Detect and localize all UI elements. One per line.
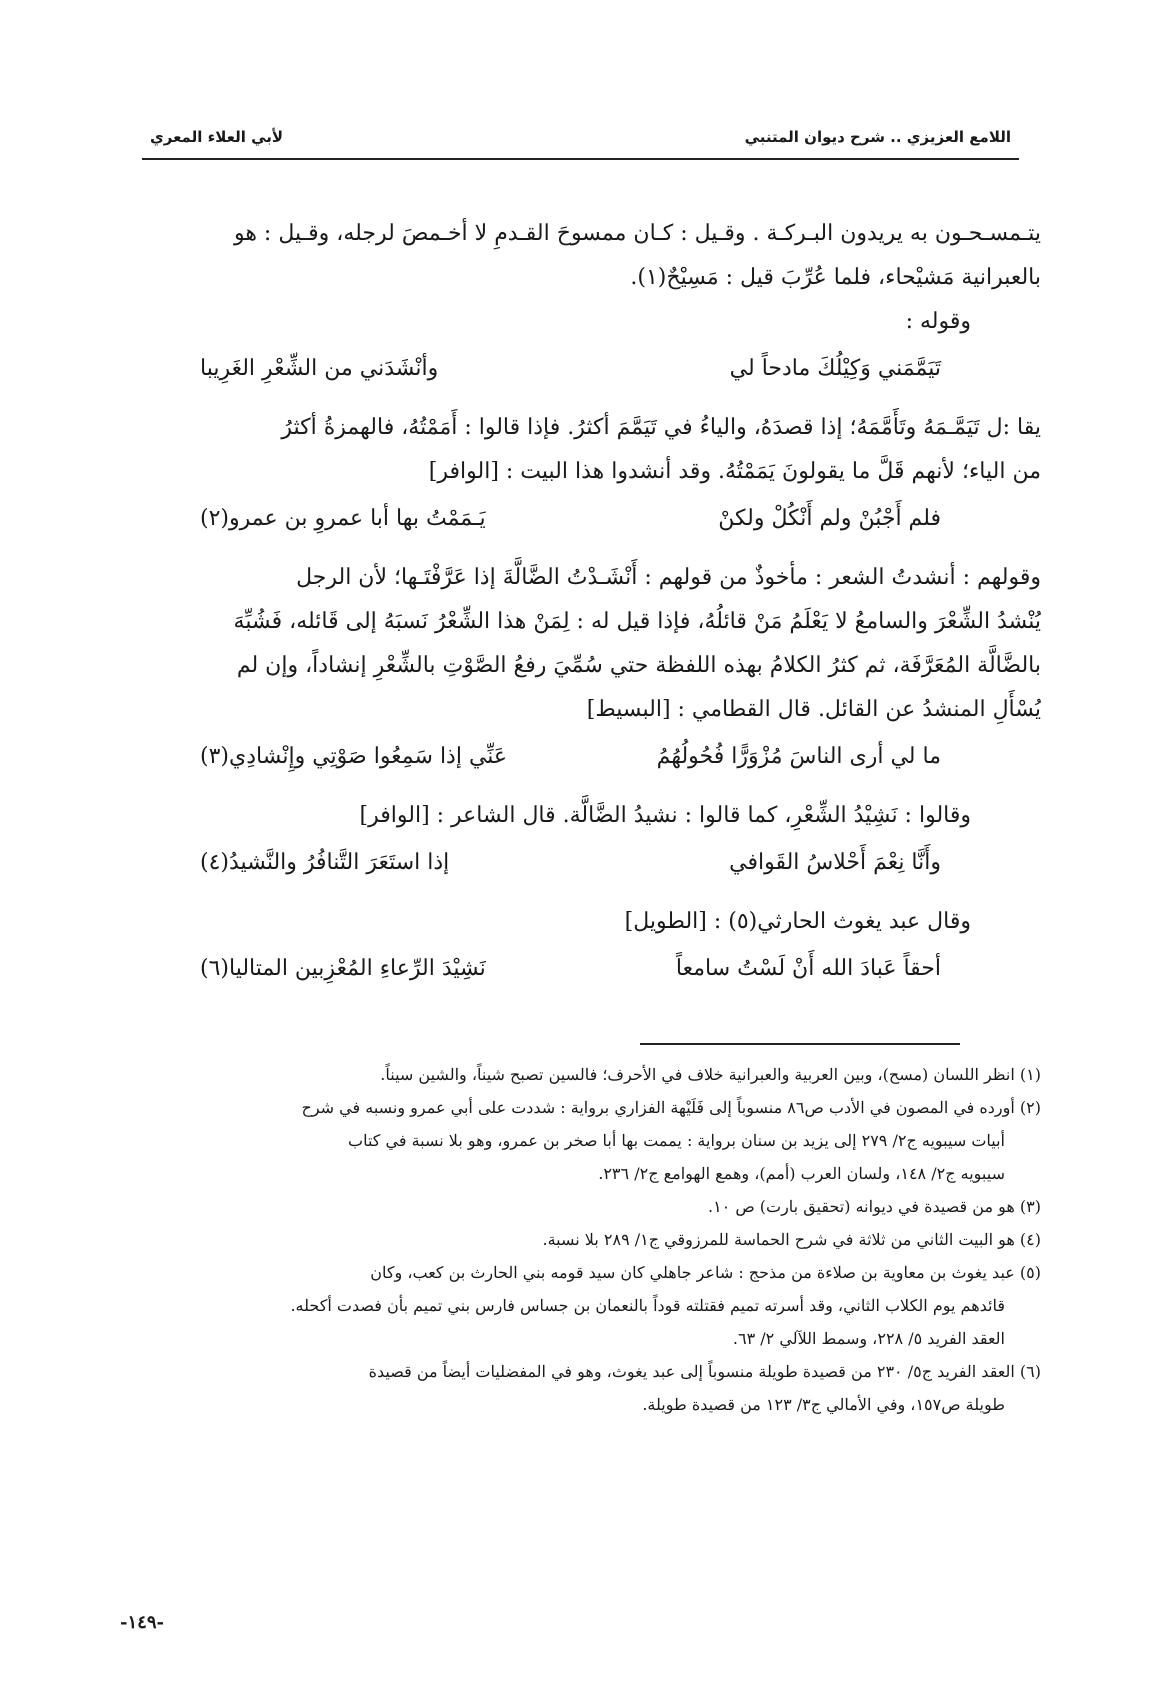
verse-second-hemistich: وأنْشَدَني من الشِّعْرِ الغَرِيبا [200,356,439,381]
footnote-2: (٢) أورده في المصون في الأدب ص٨٦ منسوباً إلى فَلَيْهة الفزاري برواية : شددت على أبي عمرو ونسبه في شرح [301,1098,1041,1117]
text-line: وقولهم : أنشدتُ الشعر : مأخوذٌ من قولهم : أَنْشَـدْتُ الضَّالَّةَ إذا عَرَّفْتَـها؛ لأن الرجل [296,565,1041,590]
book-title: اللامع العزيزي .. شرح ديوان المتنبي [744,128,1011,146]
poem-verse [140,494,1041,556]
footnote-6: (٦) العقد الفريد ج٥/ ٢٣٠ من قصيدة طويلة منسوباً إلى عبد يغوث، وهو في المفضليات أيضاً من قصيدة [368,1362,1041,1381]
text-line: بالعبرانية مَشيْحاء، فلما عُرِّبَ قيل : مَسِيْحٌ(١). [630,265,1041,290]
verse-first-hemistich: ما لي أرى الناسَ مُزْوَرًّا فُحُولُهُمُ [656,744,941,769]
poem-verse [140,344,1041,406]
text-line: يقا :ل تَيَمَّـمَهُ وتَأَمَّمَهُ؛ إذا قصدَهُ، والياءُ في تَيَمَّمَ أكثرُ. فإذا قالوا : أَمَمْتُهُ، فالهمزةُ أكثرُ [281,415,1041,440]
footnotes [140,1058,1041,1421]
verse-second-hemistich: نَشِيْدَ الرِّعاءِ المُعْزِبين المتاليا(٦) [200,956,486,981]
text-line: من الياء؛ لأنهم قَلَّ ما يقولونَ يَمَمْتُهُ. وقد أنشدوا هذا البيت : [الوافر] [428,459,1041,484]
verse-second-hemistich: إذا استَعَرَ التَّنافُرُ والنَّشيدُ(٤) [200,850,450,875]
verse-first-hemistich: فلم أَجْبُنْ ولم أَنْكُلْ ولكنْ [718,506,941,531]
verse-first-hemistich: وأَنَّا نِعْمَ أَحْلاسُ القَوافي [729,850,941,875]
text-line: يُسْأَلِ المنشدُ عن القائل. قال القطامي : [البسيط] [586,697,1041,722]
text-line: وقالوا : نَشِيْدُ الشِّعْرِ، كما قالوا : نشيدُ الضَّالَّة. قال الشاعر : [الوافر] [359,803,971,828]
footnote-6-continued: طويلة ص١٥٧، وفي الأمالي ج٣/ ١٢٣ من قصيدة طويلة. [642,1395,1005,1414]
text-line: يتـمسـحـون به يريدون البـركـة . وقـيل : كـان ممسوحَ القـدمِ لا أخـمصَ لرجله، وقـيل : هو [233,221,1041,246]
main-text [140,212,1041,1006]
footnote-5-continued: قائدهم يوم الكلاب الثاني، وقد أسرته تميم فقتلته قوداً بالنعمان بن جساس فارس بني تميم بأن فصدت أكحله. [290,1296,1005,1315]
footnote-2-continued: أبيات سيبويه ج٢/ ٢٧٩ إلى يزيد بن سنان برواية : يممت بها أبا صخر بن عمرو، وهو بلا نسبة في كتاب [348,1131,1005,1150]
text-line: وقال عبد يغوث الحارثي(٥) : [الطويل] [624,909,971,934]
header-divider [142,158,1019,160]
text-line: وقوله : [905,309,971,334]
verse-first-hemistich: تَيَمَّمَني وَكِيْلُكَ مادحاً لي [729,356,941,381]
poem-verse [140,944,1041,1006]
footnote-4: (٤) هو البيت الثاني من ثلاثة في شرح الحماسة للمرزوقي ج١/ ٢٨٩ بلا نسبة. [542,1230,1041,1249]
verse-second-hemistich: عَنِّي إذا سَمِعُوا صَوْتِي وإِنْشادِي(٣) [200,744,508,769]
footnote-5-continued: العقد الفريد ٥/ ٢٢٨، وسمط اللآلي ٢/ ٦٣. [732,1329,1005,1348]
page-number: -١٤٩- [120,1612,164,1633]
verse-first-hemistich: أحقاً عَبادَ الله أَنْ لَسْتُ سامعاً [675,956,941,981]
verse-second-hemistich: يَـمَمْتُ بها أبا عمروِ بن عمرو(٢) [200,506,486,531]
footnote-2-continued: سيبويه ج٢/ ١٤٨، ولسان العرب (أمم)، وهمع الهوامع ج٢/ ٢٣٦. [598,1164,1005,1183]
footnote-1: (١) انظر اللسان (مسح)، وبين العربية والعبرانية خلاف في الأحرف؛ فالسين تصبح شيناً، والشين سيناً. [380,1065,1041,1084]
poem-verse [140,838,1041,900]
footnote-5: (٥) عبد يغوث بن معاوية بن صلاءة من مذحج : شاعر جاهلي كان سيد قومه بني الحارث بن كعب، وكان [370,1263,1041,1282]
footnote-divider [640,1043,960,1045]
running-header [150,118,1011,158]
poem-verse [140,732,1041,794]
text-line: يُنْشدُ الشِّعْرَ والسامعُ لا يَعْلَمُ مَنْ قائلُهُ، فإذا قيل له : لِمَنْ هذا الشِّعْرُ نَسبَهُ إلى قَائله، فَشُبِّهَ [233,609,1041,634]
author-name: لأبي العلاء المعري [150,128,284,146]
text-line: بالضَّالَّة المُعَرَّفَة، ثم كثرُ الكلامُ بهذه اللفظة حتي سُمِّيَ رفعُ الصَّوْتِ بالشِّعْرِ إنشاداً، وإن لم [236,653,1041,678]
footnote-3: (٣) هو من قصيدة في ديوانه (تحقيق بارت) ص ١٠. [707,1197,1041,1216]
